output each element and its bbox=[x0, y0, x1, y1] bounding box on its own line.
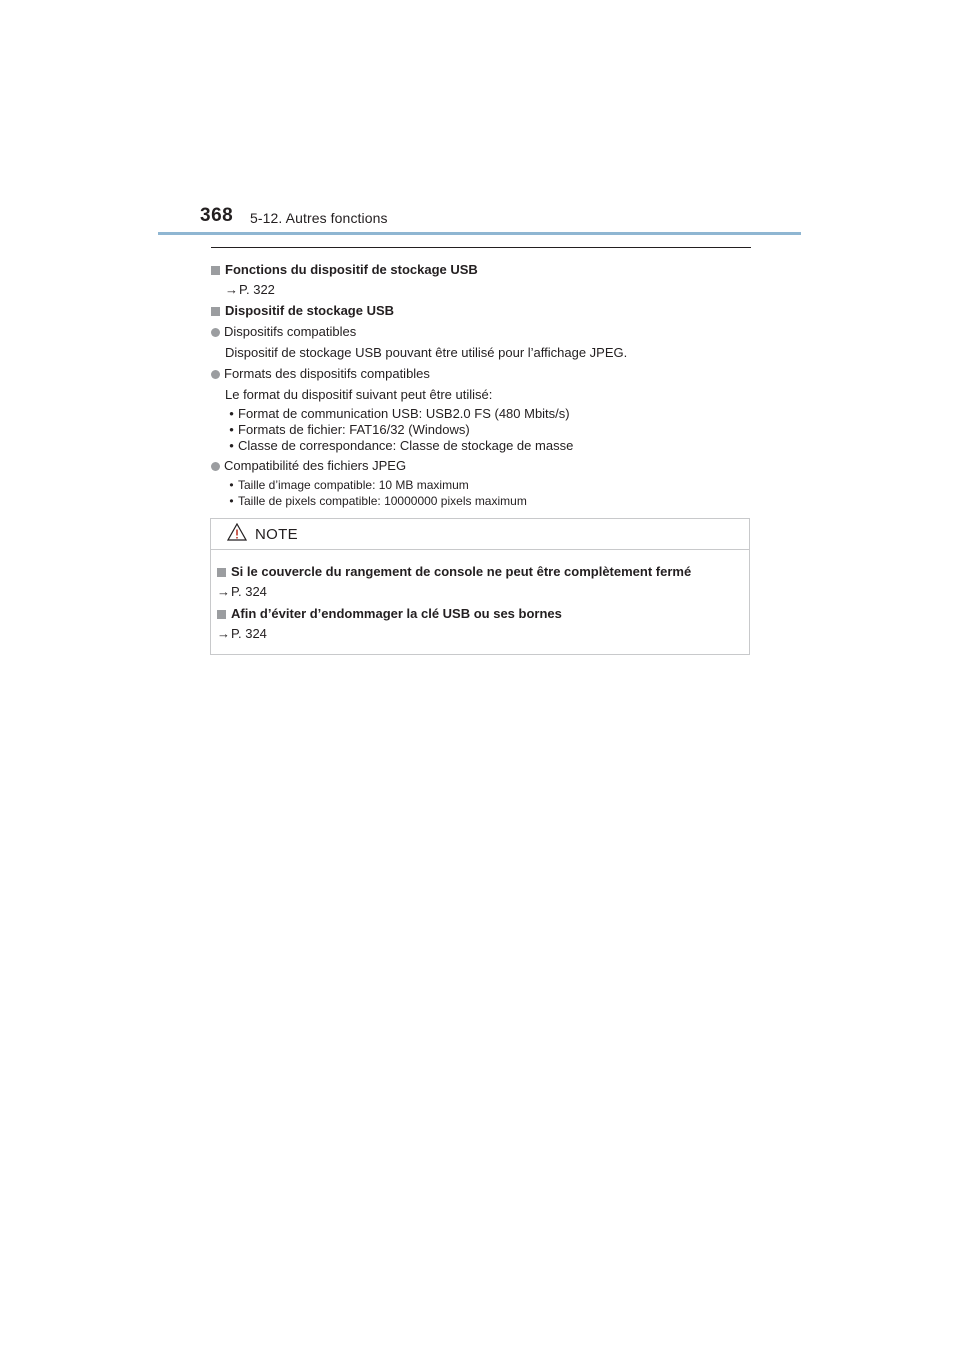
page-reference[interactable] bbox=[217, 624, 749, 644]
list-item bbox=[225, 477, 751, 493]
section-heading-text: Fonctions du dispositif de stockage USB bbox=[225, 262, 478, 277]
section-title: 5-12. Autres fonctions bbox=[250, 210, 388, 226]
list-item bbox=[225, 406, 751, 422]
note-heading bbox=[217, 562, 749, 582]
list-item-text: Format de communication USB: USB2.0 FS (480 Mbits/s) bbox=[238, 406, 570, 421]
square-bullet-icon bbox=[217, 568, 226, 577]
circle-bullet-icon bbox=[211, 462, 220, 471]
dot-bullet-icon: • bbox=[229, 422, 234, 437]
note-box bbox=[210, 518, 750, 655]
note-heading-text: Si le couvercle du rangement de console ne peut être complètement fermé bbox=[231, 564, 692, 579]
subsection-heading-text: Dispositifs compatibles bbox=[224, 324, 357, 339]
list-item bbox=[225, 438, 751, 454]
subsection-heading-text: Formats des dispositifs compatibles bbox=[224, 366, 430, 381]
paragraph: Dispositif de stockage USB pouvant être utilisé pour l’affichage JPEG. bbox=[225, 345, 628, 360]
dot-bullet-icon: • bbox=[229, 494, 234, 508]
section-heading-text: Dispositif de stockage USB bbox=[225, 303, 395, 318]
subsection-heading bbox=[211, 323, 751, 341]
square-bullet-icon bbox=[211, 266, 220, 275]
circle-bullet-icon bbox=[211, 328, 220, 337]
arrow-right-icon: → bbox=[217, 626, 230, 641]
subsection-heading bbox=[211, 365, 751, 383]
paragraph: Le format du dispositif suivant peut être utilisé: bbox=[225, 387, 493, 402]
note-heading-text: Afin d’éviter d’endommager la clé USB ou ses bornes bbox=[231, 606, 562, 621]
page-reference[interactable] bbox=[211, 281, 751, 299]
list-item-text: Taille de pixels compatible: 10000000 pixels maximum bbox=[238, 494, 527, 508]
dot-bullet-icon: • bbox=[229, 478, 234, 492]
list-item bbox=[225, 493, 751, 509]
section-heading bbox=[211, 302, 751, 320]
page-reference-text: P. 324 bbox=[231, 584, 267, 599]
note-body bbox=[211, 550, 749, 644]
section-heading bbox=[211, 261, 751, 279]
page-reference-text: P. 322 bbox=[239, 282, 275, 297]
page-reference-text: P. 324 bbox=[231, 626, 267, 641]
dot-bullet-icon: • bbox=[229, 438, 234, 453]
page-reference[interactable] bbox=[217, 582, 749, 602]
header-rule bbox=[158, 232, 801, 235]
square-bullet-icon bbox=[217, 610, 226, 619]
warning-triangle-icon bbox=[227, 523, 247, 546]
bullet-list bbox=[211, 477, 751, 509]
page-number: 368 bbox=[200, 205, 234, 226]
dot-bullet-icon: • bbox=[229, 406, 234, 421]
circle-bullet-icon bbox=[211, 370, 220, 379]
bullet-list bbox=[211, 406, 751, 454]
note-title: NOTE bbox=[255, 525, 298, 543]
arrow-right-icon: → bbox=[217, 584, 230, 599]
subsection-heading bbox=[211, 457, 751, 475]
main-content bbox=[211, 258, 751, 509]
list-item-text: Classe de correspondance: Classe de stockage de masse bbox=[238, 438, 574, 453]
list-item-text: Taille d’image compatible: 10 MB maximum bbox=[238, 478, 469, 492]
content-rule bbox=[211, 247, 751, 248]
note-heading bbox=[217, 604, 749, 624]
arrow-right-icon: → bbox=[225, 282, 238, 297]
list-item-text: Formats de fichier: FAT16/32 (Windows) bbox=[238, 422, 470, 437]
square-bullet-icon bbox=[211, 307, 220, 316]
list-item bbox=[225, 422, 751, 438]
subsection-heading-text: Compatibilité des fichiers JPEG bbox=[224, 458, 407, 473]
note-header bbox=[211, 519, 749, 550]
